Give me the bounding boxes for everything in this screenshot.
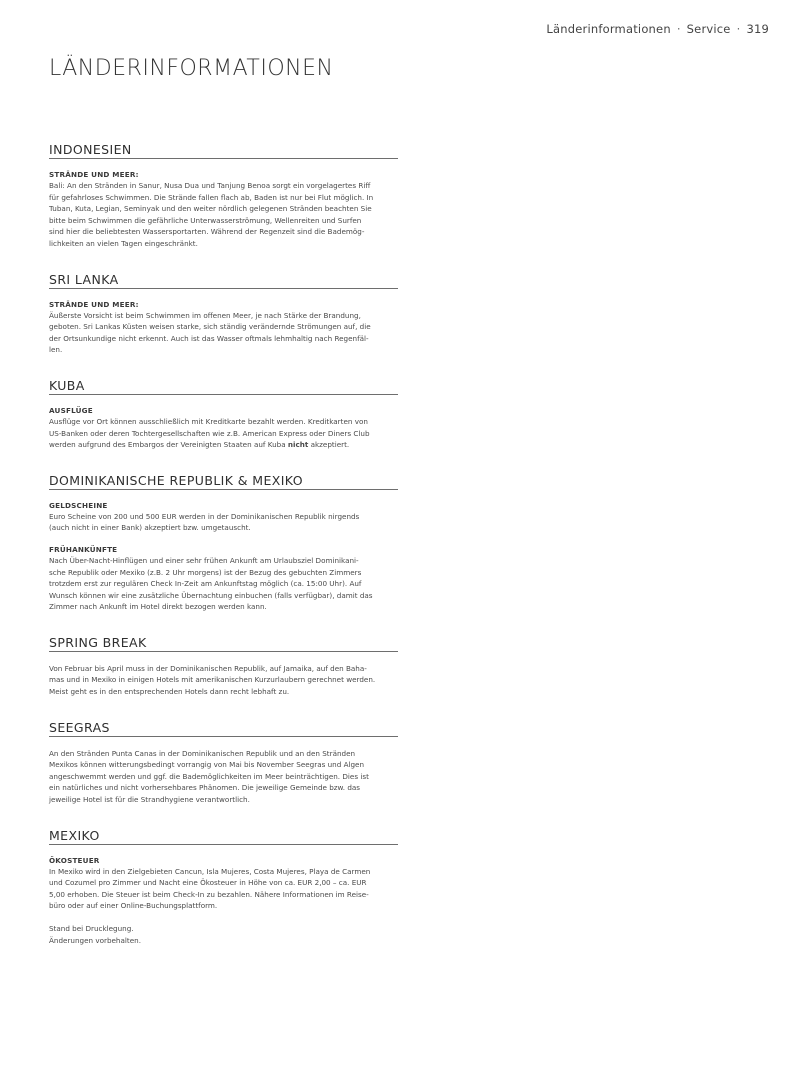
subsection — [49, 406, 398, 451]
paragraph: Euro Scheine von 200 und 500 EUR werden in der Dominikanischen Republik nirgends (auch nicht in einer Bank) akzeptiert bzw. umgetauscht. — [49, 511, 360, 533]
subsection — [49, 170, 398, 250]
section-heading: SPRING BREAK — [49, 635, 398, 652]
section-heading: DOMINIKANISCHE REPUBLIK & MEXIKO — [49, 473, 398, 490]
subheading: ÖKOSTEUER — [49, 855, 100, 865]
header-section: Länderinformationen — [546, 22, 671, 36]
page-title: LÄNDERINFORMATIONEN — [49, 56, 334, 81]
section-heading: MEXIKO — [49, 828, 398, 845]
section-sri-lanka — [49, 272, 398, 356]
paragraph: Nach Über-Nacht-Hinflügen und einer sehr frühen Ankunft am Urlaubsziel Dominikani- sche Republik oder Mexiko (z.B. 2 Uhr morgens) ist der Bezug des gebuchten Zimmers trotzdem erst zur regulären Check In-Zeit am Ankunftstag möglich (ca. 15:00 Uhr). Auf Wunsch können wir eine zusätzliche Übernachtung einbuchen (falls verfügbar), damit das Zimmer nach Ankunft im Hotel direkt bezogen werden kann. — [49, 555, 373, 612]
subheading: STRÄNDE UND MEER: — [49, 170, 139, 179]
section-dominikanische-republik-mexiko — [49, 473, 398, 613]
paragraph-text: akzeptiert. — [308, 440, 350, 450]
section-seegras — [49, 720, 398, 806]
content-column — [49, 142, 398, 968]
subheading: GELDSCHEINE — [49, 500, 108, 510]
section-indonesien — [49, 142, 398, 250]
subsection — [49, 663, 398, 698]
footnote: Stand bei Drucklegung. Änderungen vorbehalten. — [49, 924, 141, 945]
header-separator: · — [736, 22, 741, 36]
section-heading: INDONESIEN — [49, 142, 398, 159]
running-header — [546, 22, 769, 36]
header-separator: · — [676, 22, 681, 36]
paragraph: Von Februar bis April muss in der Dominikanischen Republik, auf Jamaika, auf den Baha- mas und in Mexiko in einigen Hotels mit amerikanischen Kurzurlaubern gerechnet werden. Meist geht es in den entsprechenden Hotels dann recht lebhaft zu. — [49, 663, 376, 697]
paragraph: Äußerste Vorsicht ist beim Schwimmen im offenen Meer, je nach Stärke der Brandung, geboten. Sri Lankas Küsten weisen starke, sich ständig verändernde Strömungen auf, die der Ortsunkundige nicht erkennt. Auch ist das Wasser oftmals lehmhaltig nach Regenfäl- len. — [49, 310, 371, 355]
section-heading: SEEGRAS — [49, 720, 398, 737]
paragraph-text: Ausflüge vor Ort können ausschließlich mit Kreditkarte bezahlt werden. Kreditkarten von US-Banken oder deren Tochtergesellschaften wie z.B. American Express oder Diners Club werden aufgrund des Embargos der Vereinigten Staaten auf Kuba — [49, 416, 370, 450]
paragraph: Bali: An den Stränden in Sanur, Nusa Dua und Tanjung Benoa sorgt ein vorgelagertes Riff für gefahrloses Schwimmen. Die Strände fallen flach ab, Baden ist nur bei Flut möglich. In Tuban, Kuta, Legian, Seminyak und den weiter nördlich gelegenen Stränden beachten Sie bitte beim Schwimmen die gefährliche Unterwasserströmung, Wellenreiten und Surfen sind hier die beliebtesten Wassersportarten. Während der Regenzeit sind die Bademög- lichkeiten an vielen Tagen eingeschränkt. — [49, 181, 374, 248]
subsection — [49, 748, 398, 806]
section-mexiko — [49, 828, 398, 947]
section-spring-break — [49, 635, 398, 698]
section-kuba — [49, 378, 398, 451]
paragraph: In Mexiko wird in den Zielgebieten Cancun, Isla Mujeres, Costa Mujeres, Playa de Carmen und Cozumel pro Zimmer und Nacht eine Ökosteuer in Höhe von ca. EUR 2,00 – ca. EUR 5,00 erhoben. Die Steuer ist beim Check-In zu bezahlen. Nähere Informationen im Reise- büro oder auf einer Online-Buchungsplattform. — [49, 866, 371, 911]
paragraph — [49, 416, 398, 451]
subsection — [49, 501, 398, 534]
subheading: STRÄNDE UND MEER: — [49, 299, 139, 309]
subheading: AUSFLÜGE — [49, 405, 93, 415]
header-category: Service — [686, 22, 731, 36]
subsection — [49, 545, 398, 613]
subsection — [49, 300, 398, 356]
emphasis-text: nicht — [287, 440, 309, 450]
page-number: 319 — [746, 22, 769, 36]
subsection — [49, 856, 398, 947]
section-heading: SRI LANKA — [49, 272, 398, 289]
subheading: FRÜHANKÜNFTE — [49, 544, 118, 554]
paragraph: An den Stränden Punta Canas in der Dominikanischen Republik und an den Stränden Mexikos können witterungsbedingt vorrangig von Mai bis November Seegras und Algen angeschwemmt werden und ggf. die Bademöglichkeiten im Meer beinträchtigen. Dies ist ein natürliches und nicht vorhersehbares Phänomen. Die jeweilige Gemeinde bzw. das jeweilige Hotel ist für die Strandhygiene verantwortlich. — [49, 748, 369, 805]
section-heading: KUBA — [49, 378, 398, 395]
